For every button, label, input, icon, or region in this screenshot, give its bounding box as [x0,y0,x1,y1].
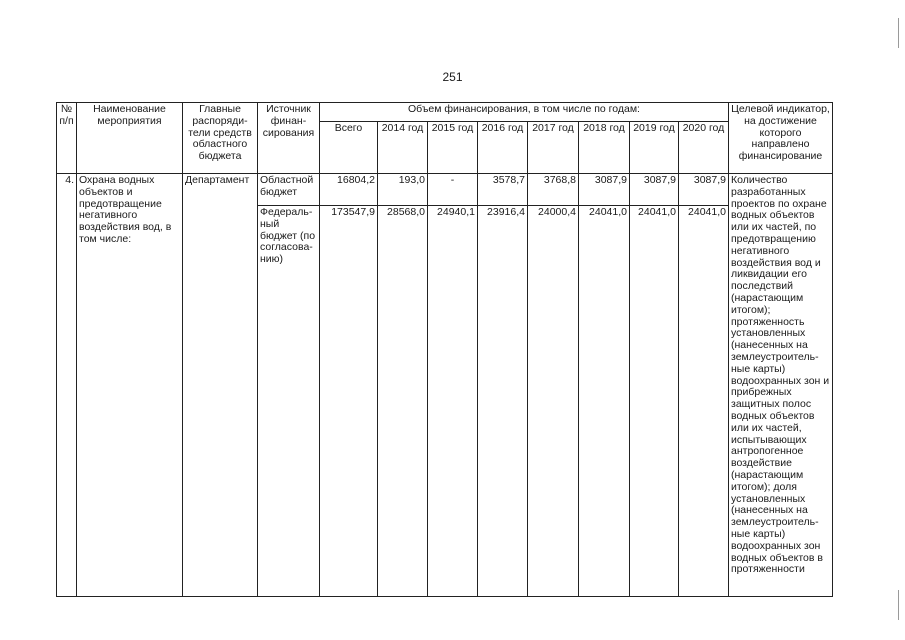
value-2016: 23916,4 [478,206,528,597]
total-cell: 16804,2 [320,174,378,206]
header-row-1 [57,103,833,122]
activity-name: Охрана водных объектов и предотвращение негативного воздействия вод, в том числе: [77,174,183,597]
header-year-2019: 2019 год [630,122,679,174]
table-row [57,174,833,206]
value-2017: 24000,4 [528,206,579,597]
value-2014: 28568,0 [378,206,428,597]
value-2014: 193,0 [378,174,428,206]
manager-cell: Департамент [183,174,258,597]
header-total: Всего [320,122,378,174]
header-no: № п/п [57,103,77,174]
value-2020: 24041,0 [679,206,729,597]
value-2019: 3087,9 [630,174,679,206]
value-2020: 3087,9 [679,174,729,206]
header-year-2015: 2015 год [428,122,478,174]
header-year-2018: 2018 год [579,122,630,174]
source-cell: Областной бюджет [258,174,320,206]
scan-edge-mark-top [898,18,899,48]
value-2019: 24041,0 [630,206,679,597]
header-year-2016: 2016 год [478,122,528,174]
value-2015: - [428,174,478,206]
value-2015: 24940,1 [428,206,478,597]
value-2017: 3768,8 [528,174,579,206]
value-2018: 24041,0 [579,206,630,597]
total-cell: 173547,9 [320,206,378,597]
header-year-2020: 2020 год [679,122,729,174]
page-number: 251 [442,70,463,84]
header-funding-group: Объем финансирования, в том числе по годам: [320,103,729,122]
value-2018: 3087,9 [579,174,630,206]
header-year-2014: 2014 год [378,122,428,174]
header-name: Наименование мероприятия [77,103,183,174]
header-indicator: Целевой индикатор, на достижение которого направлено финансирование [729,103,833,174]
value-2016: 3578,7 [478,174,528,206]
row-number: 4. [57,174,77,597]
header-source: Источник финан-сирования [258,103,320,174]
header-managers: Главные распоряди-тели средств областного бюджета [183,103,258,174]
financing-table [56,102,833,597]
scan-edge-mark-bottom [898,590,899,620]
header-year-2017: 2017 год [528,122,579,174]
source-cell: Федераль-ный бюджет (по согласова-нию) [258,206,320,597]
target-indicator: Количество разработанных проектов по охране водных объектов или их частей, по предотвращению негативного воздействия вод и ликвидации его последствий (нарастающим итогом); протяженность установленных (нанесенных на землеустроитель-ные карты) водоохранных зон и прибрежных защитных полос водных объектов или их частей, испытывающих антропогенное воздействие (нарастающим итогом); доля установленных (нанесенных на землеустроитель-ные карты) водоохранных зон водных объектов в протяженности [729,174,833,597]
